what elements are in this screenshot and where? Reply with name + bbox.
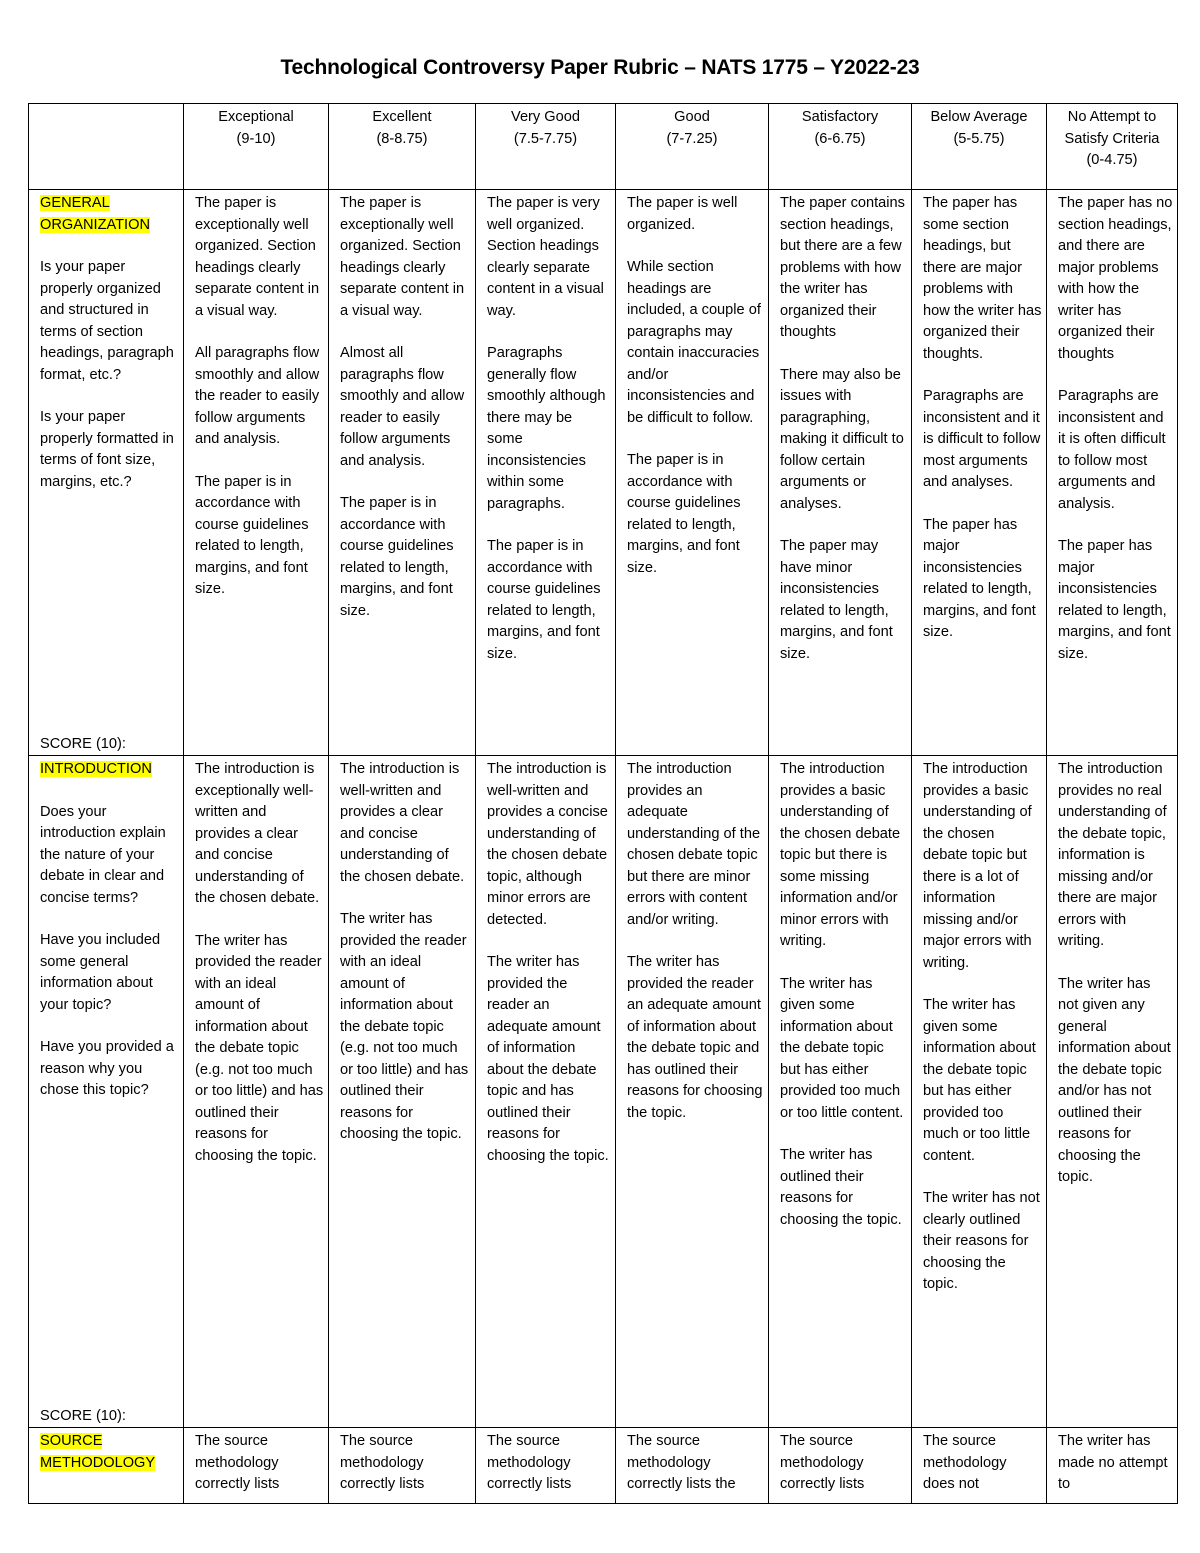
descriptor-cell bbox=[912, 190, 1047, 756]
descriptor-text: The introduction is exceptionally well-written and provides a clear and concise understanding of the chosen debate. bbox=[195, 761, 320, 906]
descriptor-text: The paper may have minor inconsistencies related to length, margins, and font size. bbox=[780, 538, 893, 662]
column-header bbox=[616, 104, 769, 190]
descriptor-cell bbox=[476, 756, 616, 1428]
descriptor-text: The writer has made no attempt to bbox=[1058, 1433, 1168, 1492]
descriptor-text: The source methodology correctly lists bbox=[340, 1433, 425, 1492]
spacer bbox=[1058, 953, 1173, 974]
descriptor-text: The paper is in accordance with course guidelines related to length, margins, and font size. bbox=[340, 495, 454, 619]
descriptor-cell bbox=[769, 190, 912, 756]
spacer bbox=[627, 931, 764, 952]
criterion-title: SOURCE METHODOLOGY bbox=[40, 1433, 156, 1471]
column-header bbox=[912, 104, 1047, 190]
spacer bbox=[195, 322, 324, 343]
descriptor-text: The writer has outlined their reasons for choosing the topic. bbox=[780, 1147, 902, 1228]
spacer bbox=[40, 909, 179, 930]
criterion-cell bbox=[29, 756, 184, 1428]
descriptor-text: The writer has provided the reader an adequate amount of information about the debate topic and has outlined their reasons for choosing the topic. bbox=[627, 954, 763, 1121]
descriptor-cell bbox=[184, 1428, 329, 1504]
column-name: Excellent bbox=[372, 109, 432, 125]
column-name: Below Average bbox=[930, 109, 1028, 125]
descriptor-text: The writer has provided the reader with an ideal amount of information about the debate topic (e.g. not too much or too little) and has outlined their reasons for choosing the topic. bbox=[195, 932, 324, 1164]
descriptor-text: The paper is very well organized. Section headings clearly separate content in a visual way. bbox=[487, 195, 604, 319]
descriptor-text: While section headings are included, a couple of paragraphs may contain inaccuracies and/or inconsistencies and be difficult to follow. bbox=[627, 259, 761, 426]
descriptor-text: The source methodology correctly lists the bbox=[627, 1433, 736, 1492]
descriptor-text: The writer has given some information about the debate topic but has either provided too much or too little content. bbox=[923, 997, 1036, 1164]
spacer bbox=[923, 1167, 1042, 1188]
column-header bbox=[476, 104, 616, 190]
descriptor-text: The paper is in accordance with course guidelines related to length, margins, and font size. bbox=[627, 452, 741, 576]
column-range: (9-10) bbox=[236, 130, 276, 147]
descriptor-text: The introduction provides an adequate understanding of the chosen debate topic but there are minor errors with content and/or writing. bbox=[627, 761, 761, 928]
descriptor-text: The paper is in accordance with course guidelines related to length, margins, and font size. bbox=[195, 473, 309, 597]
descriptor-cell bbox=[912, 1428, 1047, 1504]
spacer bbox=[40, 1016, 179, 1037]
spacer bbox=[923, 494, 1042, 515]
descriptor-text: The paper is exceptionally well organized. Section headings clearly separate content in a visual way. bbox=[340, 195, 465, 319]
score-label: SCORE (10): bbox=[40, 1407, 126, 1424]
score-label: SCORE (10): bbox=[40, 735, 126, 752]
rubric-row bbox=[29, 1428, 1178, 1504]
descriptor-cell bbox=[1047, 756, 1178, 1428]
column-range: (7-7.25) bbox=[666, 130, 718, 147]
column-range: (8-8.75) bbox=[376, 130, 428, 147]
column-name: No Attempt to Satisfy Criteria bbox=[1064, 109, 1160, 147]
descriptor-cell bbox=[329, 190, 476, 756]
descriptor-cell bbox=[912, 756, 1047, 1428]
descriptor-cell bbox=[476, 1428, 616, 1504]
descriptor-text: The introduction is well-written and provides a clear and concise understanding of the chosen debate. bbox=[340, 761, 465, 885]
criterion-title: INTRODUCTION bbox=[40, 761, 152, 777]
spacer bbox=[1058, 515, 1173, 536]
descriptor-text: The paper has major inconsistencies related to length, margins, and font size. bbox=[1058, 538, 1171, 662]
spacer bbox=[780, 1124, 907, 1145]
rubric-row bbox=[29, 190, 1178, 756]
spacer bbox=[487, 322, 611, 343]
column-name: Exceptional bbox=[218, 109, 294, 125]
header-row bbox=[29, 104, 1178, 190]
descriptor-text: The introduction is well-written and provides a concise understanding of the chosen debate topic, although minor errors are detected. bbox=[487, 761, 608, 928]
rubric-row bbox=[29, 756, 1178, 1428]
descriptor-text: Paragraphs generally flow smoothly although there may be some inconsistencies within some paragraphs. bbox=[487, 345, 606, 512]
column-name: Good bbox=[674, 109, 710, 125]
criterion-title: GENERAL ORGANIZATION bbox=[40, 195, 150, 233]
descriptor-cell bbox=[769, 1428, 912, 1504]
descriptor-text: Paragraphs are inconsistent and it is difficult to follow most arguments and analyses. bbox=[923, 388, 1041, 490]
header-corner-cell bbox=[29, 104, 184, 190]
column-range: (7.5-7.75) bbox=[513, 130, 578, 147]
spacer bbox=[340, 472, 471, 493]
spacer bbox=[627, 236, 764, 257]
descriptor-text: The paper has major inconsistencies related to length, margins, and font size. bbox=[923, 516, 1036, 640]
descriptor-cell bbox=[1047, 1428, 1178, 1504]
descriptor-text: The paper has no section headings, and there are major problems with how the writer has organized their thoughts bbox=[1058, 195, 1173, 362]
spacer bbox=[340, 888, 471, 909]
descriptor-cell bbox=[1047, 190, 1178, 756]
descriptor-cell bbox=[616, 190, 769, 756]
descriptor-text: The introduction provides a basic understanding of the chosen debate topic but there is a lot of information missing and/or major errors with writing. bbox=[923, 761, 1032, 971]
spacer bbox=[1058, 365, 1173, 386]
rubric-table bbox=[28, 103, 1178, 1504]
column-name: Very Good bbox=[511, 109, 580, 125]
column-range: (6-6.75) bbox=[814, 130, 866, 147]
column-range: (5-5.75) bbox=[953, 130, 1005, 147]
rubric-body bbox=[29, 190, 1178, 1504]
column-header bbox=[769, 104, 912, 190]
descriptor-text: The paper has some section headings, but there are major problems with how the writer has organized their thoughts. bbox=[923, 195, 1042, 362]
column-name: Satisfactory bbox=[801, 109, 879, 125]
descriptor-text: The paper contains section headings, but there are a few problems with how the writer has organized their thoughts bbox=[780, 195, 905, 340]
descriptor-text: The introduction provides a basic understanding of the chosen debate topic but there is some missing information and/or minor errors with writing. bbox=[780, 761, 901, 949]
descriptor-text: The source methodology correctly lists bbox=[780, 1433, 865, 1492]
spacer bbox=[780, 515, 907, 536]
descriptor-text: There may also be issues with paragraphing, making it difficult to follow certain arguments or analyses. bbox=[780, 366, 904, 512]
spacer bbox=[195, 451, 324, 472]
descriptor-text: The introduction provides no real understanding of the debate topic, information is missing and/or there are major errors with writing. bbox=[1058, 761, 1167, 949]
descriptor-text: The writer has not clearly outlined their reasons for choosing the topic. bbox=[923, 1190, 1040, 1292]
descriptor-text: The source methodology correctly lists bbox=[195, 1433, 280, 1492]
descriptor-cell bbox=[329, 1428, 476, 1504]
criterion-question: Is your paper properly organized and structured in terms of section headings, paragraph format, etc.? bbox=[40, 259, 174, 383]
descriptor-text: The source methodology does not bbox=[923, 1433, 1007, 1492]
descriptor-text: The paper is in accordance with course guidelines related to length, margins, and font size. bbox=[487, 538, 601, 662]
column-header bbox=[184, 104, 329, 190]
descriptor-cell bbox=[184, 756, 329, 1428]
descriptor-text: The paper is exceptionally well organized. Section headings clearly separate content in a visual way. bbox=[195, 195, 320, 319]
criterion-question: Does your introduction explain the nature of your debate in clear and concise terms? bbox=[40, 803, 166, 906]
spacer bbox=[923, 974, 1042, 995]
spacer bbox=[780, 344, 907, 365]
spacer bbox=[40, 781, 179, 802]
spacer bbox=[627, 429, 764, 450]
descriptor-cell bbox=[616, 756, 769, 1428]
descriptor-cell bbox=[184, 190, 329, 756]
descriptor-text: All paragraphs flow smoothly and allow the reader to easily follow arguments and analysis. bbox=[195, 345, 320, 447]
descriptor-text: Almost all paragraphs flow smoothly and allow reader to easily follow arguments and analysis. bbox=[340, 345, 465, 469]
descriptor-cell bbox=[476, 190, 616, 756]
descriptor-text: The writer has provided the reader an adequate amount of information about the debate topic and has outlined their reasons for choosing the topic. bbox=[487, 954, 609, 1164]
column-range: (0-4.75) bbox=[1086, 152, 1138, 168]
spacer bbox=[40, 386, 179, 407]
descriptor-text: The writer has given some information about the debate topic but has either provided too much or too little content. bbox=[780, 975, 904, 1121]
descriptor-text: Paragraphs are inconsistent and it is often difficult to follow most arguments and analysis. bbox=[1058, 388, 1166, 512]
spacer bbox=[340, 322, 471, 343]
criterion-question: Have you included some general information about your topic? bbox=[40, 932, 161, 1013]
spacer bbox=[487, 515, 611, 536]
criterion-cell bbox=[29, 190, 184, 756]
spacer bbox=[195, 910, 324, 931]
descriptor-cell bbox=[616, 1428, 769, 1504]
spacer bbox=[923, 365, 1042, 386]
descriptor-text: The writer has not given any general information about the debate topic and/or has not outlined their reasons for choosing the topic. bbox=[1058, 975, 1171, 1185]
column-header bbox=[329, 104, 476, 190]
page-title: Technological Controversy Paper Rubric – NATS 1775 – Y2022-23 bbox=[280, 56, 920, 79]
descriptor-cell bbox=[329, 756, 476, 1428]
spacer bbox=[780, 953, 907, 974]
criterion-cell bbox=[29, 1428, 184, 1504]
descriptor-text: The source methodology correctly lists bbox=[487, 1433, 572, 1492]
descriptor-text: The paper is well organized. bbox=[627, 195, 738, 233]
spacer bbox=[487, 931, 611, 952]
descriptor-cell bbox=[769, 756, 912, 1428]
criterion-question: Is your paper properly formatted in terms of font size, margins, etc.? bbox=[40, 409, 174, 490]
criterion-question: Have you provided a reason why you chose this topic? bbox=[40, 1039, 174, 1098]
column-header bbox=[1047, 104, 1178, 190]
descriptor-text: The writer has provided the reader with an ideal amount of information about the debate topic (e.g. not too much or too little) and has outlined their reasons for choosing the topic. bbox=[340, 911, 469, 1142]
spacer bbox=[40, 236, 179, 257]
